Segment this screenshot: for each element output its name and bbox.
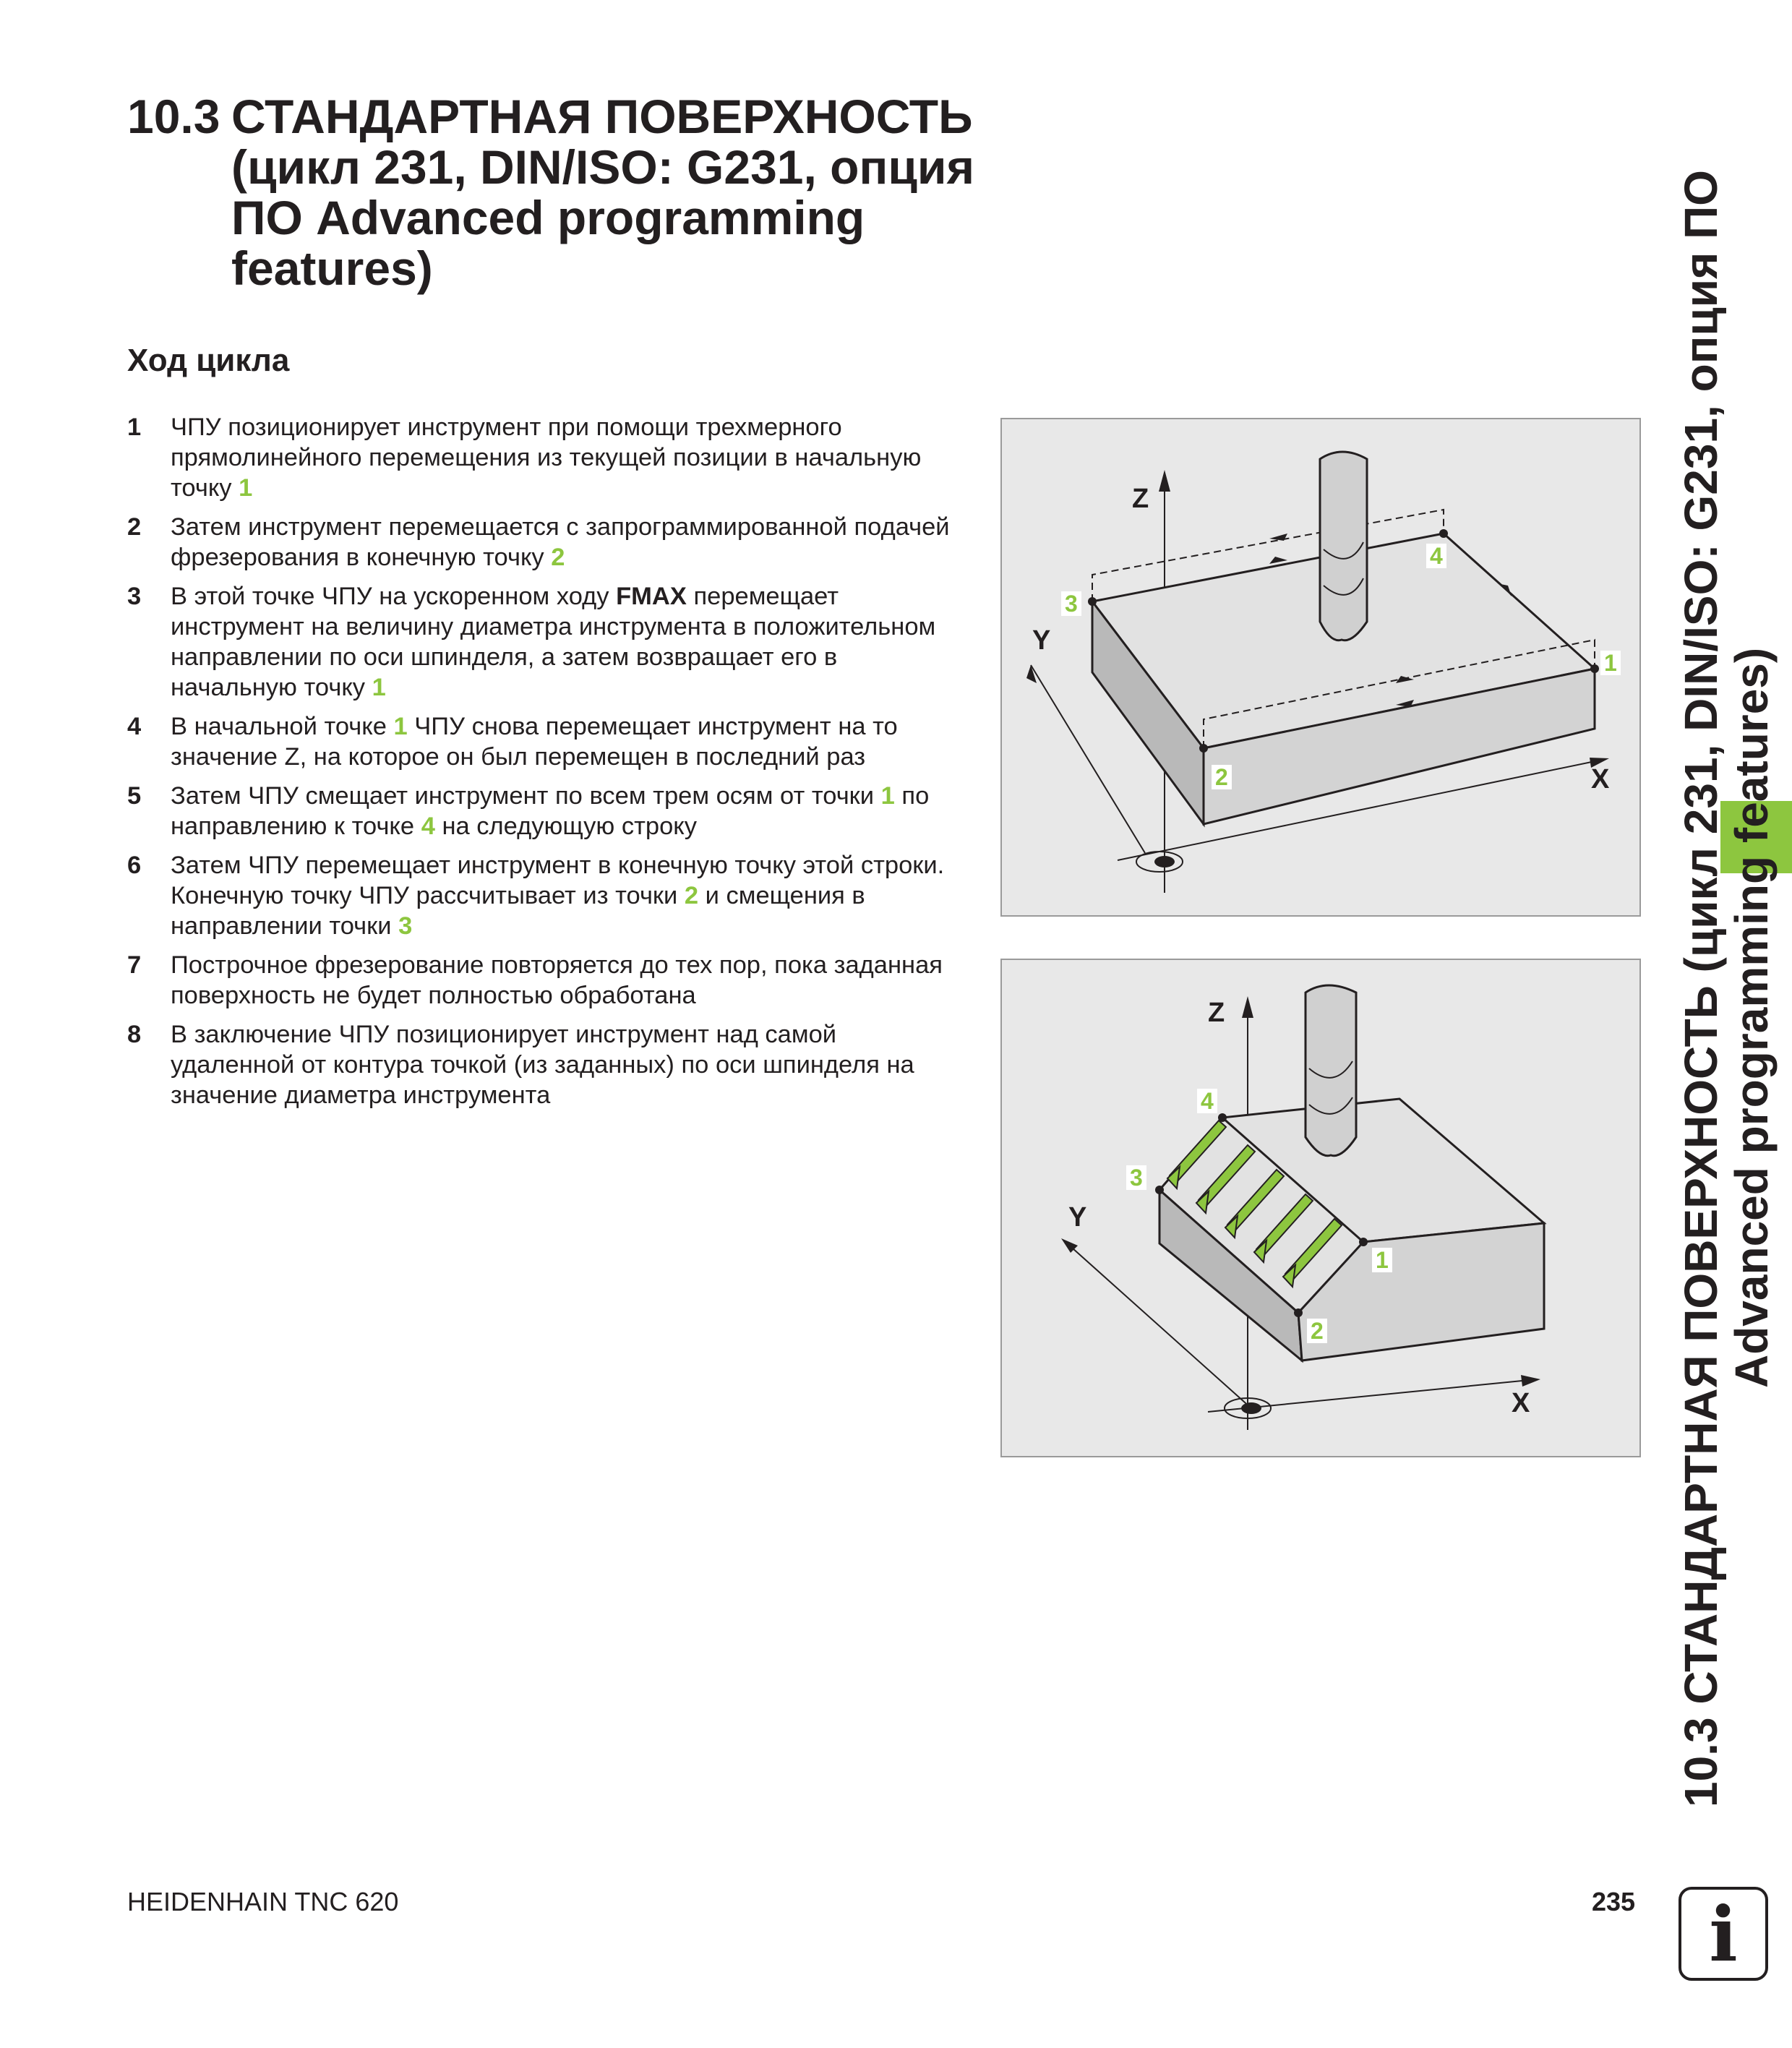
origin-dot [1154, 856, 1175, 867]
z-axis-arrow [1242, 996, 1253, 1018]
side-tab-line-1: 10.3 СТАНДАРТНАЯ ПОВЕРХНОСТЬ (цикл 231, DIN/ISO: G231, опция ПО [1675, 170, 1727, 1807]
list-item [127, 950, 959, 1011]
side-tab-line-2: Advanced programming features) [1725, 647, 1778, 1388]
origin-dot [1241, 1402, 1261, 1414]
list-item [127, 512, 959, 573]
y-axis-label: Y [1032, 625, 1051, 656]
info-icon [1679, 1887, 1768, 1981]
list-item [127, 412, 959, 503]
step-number: 5 [127, 782, 142, 810]
step-text: В этой точке ЧПУ на ускоренном ходу FMAX перемещает инструмент на величину диаметра инструмента в положительном направлении по оси шпинделя, а затем возвращает его в начальную точку 1 [171, 583, 936, 701]
step-number: 3 [127, 583, 142, 610]
path-arrow [1269, 557, 1287, 564]
point-2-label: 2 [1215, 764, 1228, 790]
point-2-label: 2 [1311, 1318, 1324, 1344]
x-axis-label: X [1512, 1388, 1530, 1418]
step-text: Построчное фрезерование повторяется до тех пор, пока заданная поверхность не будет полностью обработана [171, 951, 943, 1009]
step-number: 1 [127, 414, 142, 441]
z-axis-arrow [1159, 470, 1170, 492]
step-text: Затем инструмент перемещается с запрограммированной подачей фрезерования в конечную точку 2 [171, 513, 950, 571]
step-number: 2 [127, 513, 142, 541]
section-number: 10.3 [127, 90, 220, 143]
title-line-2: (цикл 231, DIN/ISO: G231, опция [231, 140, 974, 194]
tool-shank [1320, 452, 1367, 640]
y-axis-label: Y [1068, 1202, 1087, 1233]
step-number: 8 [127, 1021, 142, 1048]
footer-product: HEIDENHAIN TNC 620 [127, 1887, 399, 1916]
list-item [127, 711, 959, 772]
figure-cycle-path [1000, 418, 1641, 917]
list-item [127, 850, 959, 941]
point-1-label: 1 [1376, 1247, 1389, 1273]
step-text: Затем ЧПУ перемещает инструмент в конечную точку этой строки. Конечную точку ЧПУ рассчитывает из точки 2 и смещения в направлении точки 3 [171, 852, 945, 940]
step-number: 7 [127, 951, 142, 979]
point-4-label: 4 [1201, 1088, 1214, 1114]
list-item [127, 781, 959, 841]
title-line-4: features) [231, 241, 433, 295]
info-glyph: i [1709, 1889, 1738, 1979]
milling-strategy-diagram [1002, 960, 1642, 1459]
x-axis-arrow [1521, 1375, 1540, 1387]
list-item [127, 1019, 959, 1110]
tool-shank [1306, 985, 1356, 1156]
page-number: 235 [1592, 1887, 1636, 1916]
step-text: Затем ЧПУ смещает инструмент по всем трем осям от точки 1 по направлению к точке 4 на следующую строку [171, 782, 930, 840]
cycle-path-diagram [1002, 419, 1642, 918]
step-number: 6 [127, 852, 142, 879]
title-line-3: ПО Advanced programming [231, 191, 865, 244]
step-text: В начальной точке 1 ЧПУ снова перемещает инструмент на то значение Z, на которое он был перемещен в последний раз [171, 713, 898, 771]
z-axis-label: Z [1208, 998, 1225, 1028]
side-section-tab [1676, 87, 1777, 1807]
point-3-label: 3 [1065, 591, 1078, 617]
title-line-1: СТАНДАРТНАЯ ПОВЕРХНОСТЬ [231, 90, 973, 143]
step-text: В заключение ЧПУ позиционирует инструмент над самой удаленной от контура точкой (из заданных) по оси шпинделя на значение диаметра инструмента [171, 1021, 914, 1109]
step-text: ЧПУ позиционирует инструмент при помощи трехмерного прямолинейного перемещения из текущей позиции в начальную точку 1 [171, 414, 922, 502]
x-axis-label: X [1591, 764, 1610, 794]
step-number: 4 [127, 713, 142, 740]
figure-milling-strategy [1000, 959, 1641, 1457]
cycle-steps-list [127, 412, 959, 1119]
y-axis-arrow [1026, 665, 1037, 683]
point-4-label: 4 [1430, 543, 1443, 569]
section-subheading: Ход цикла [127, 343, 290, 378]
list-item [127, 581, 959, 703]
point-1-label: 1 [1604, 650, 1617, 676]
z-axis-label: Z [1132, 484, 1149, 514]
point-3-label: 3 [1130, 1165, 1143, 1191]
page-title [129, 91, 1011, 294]
